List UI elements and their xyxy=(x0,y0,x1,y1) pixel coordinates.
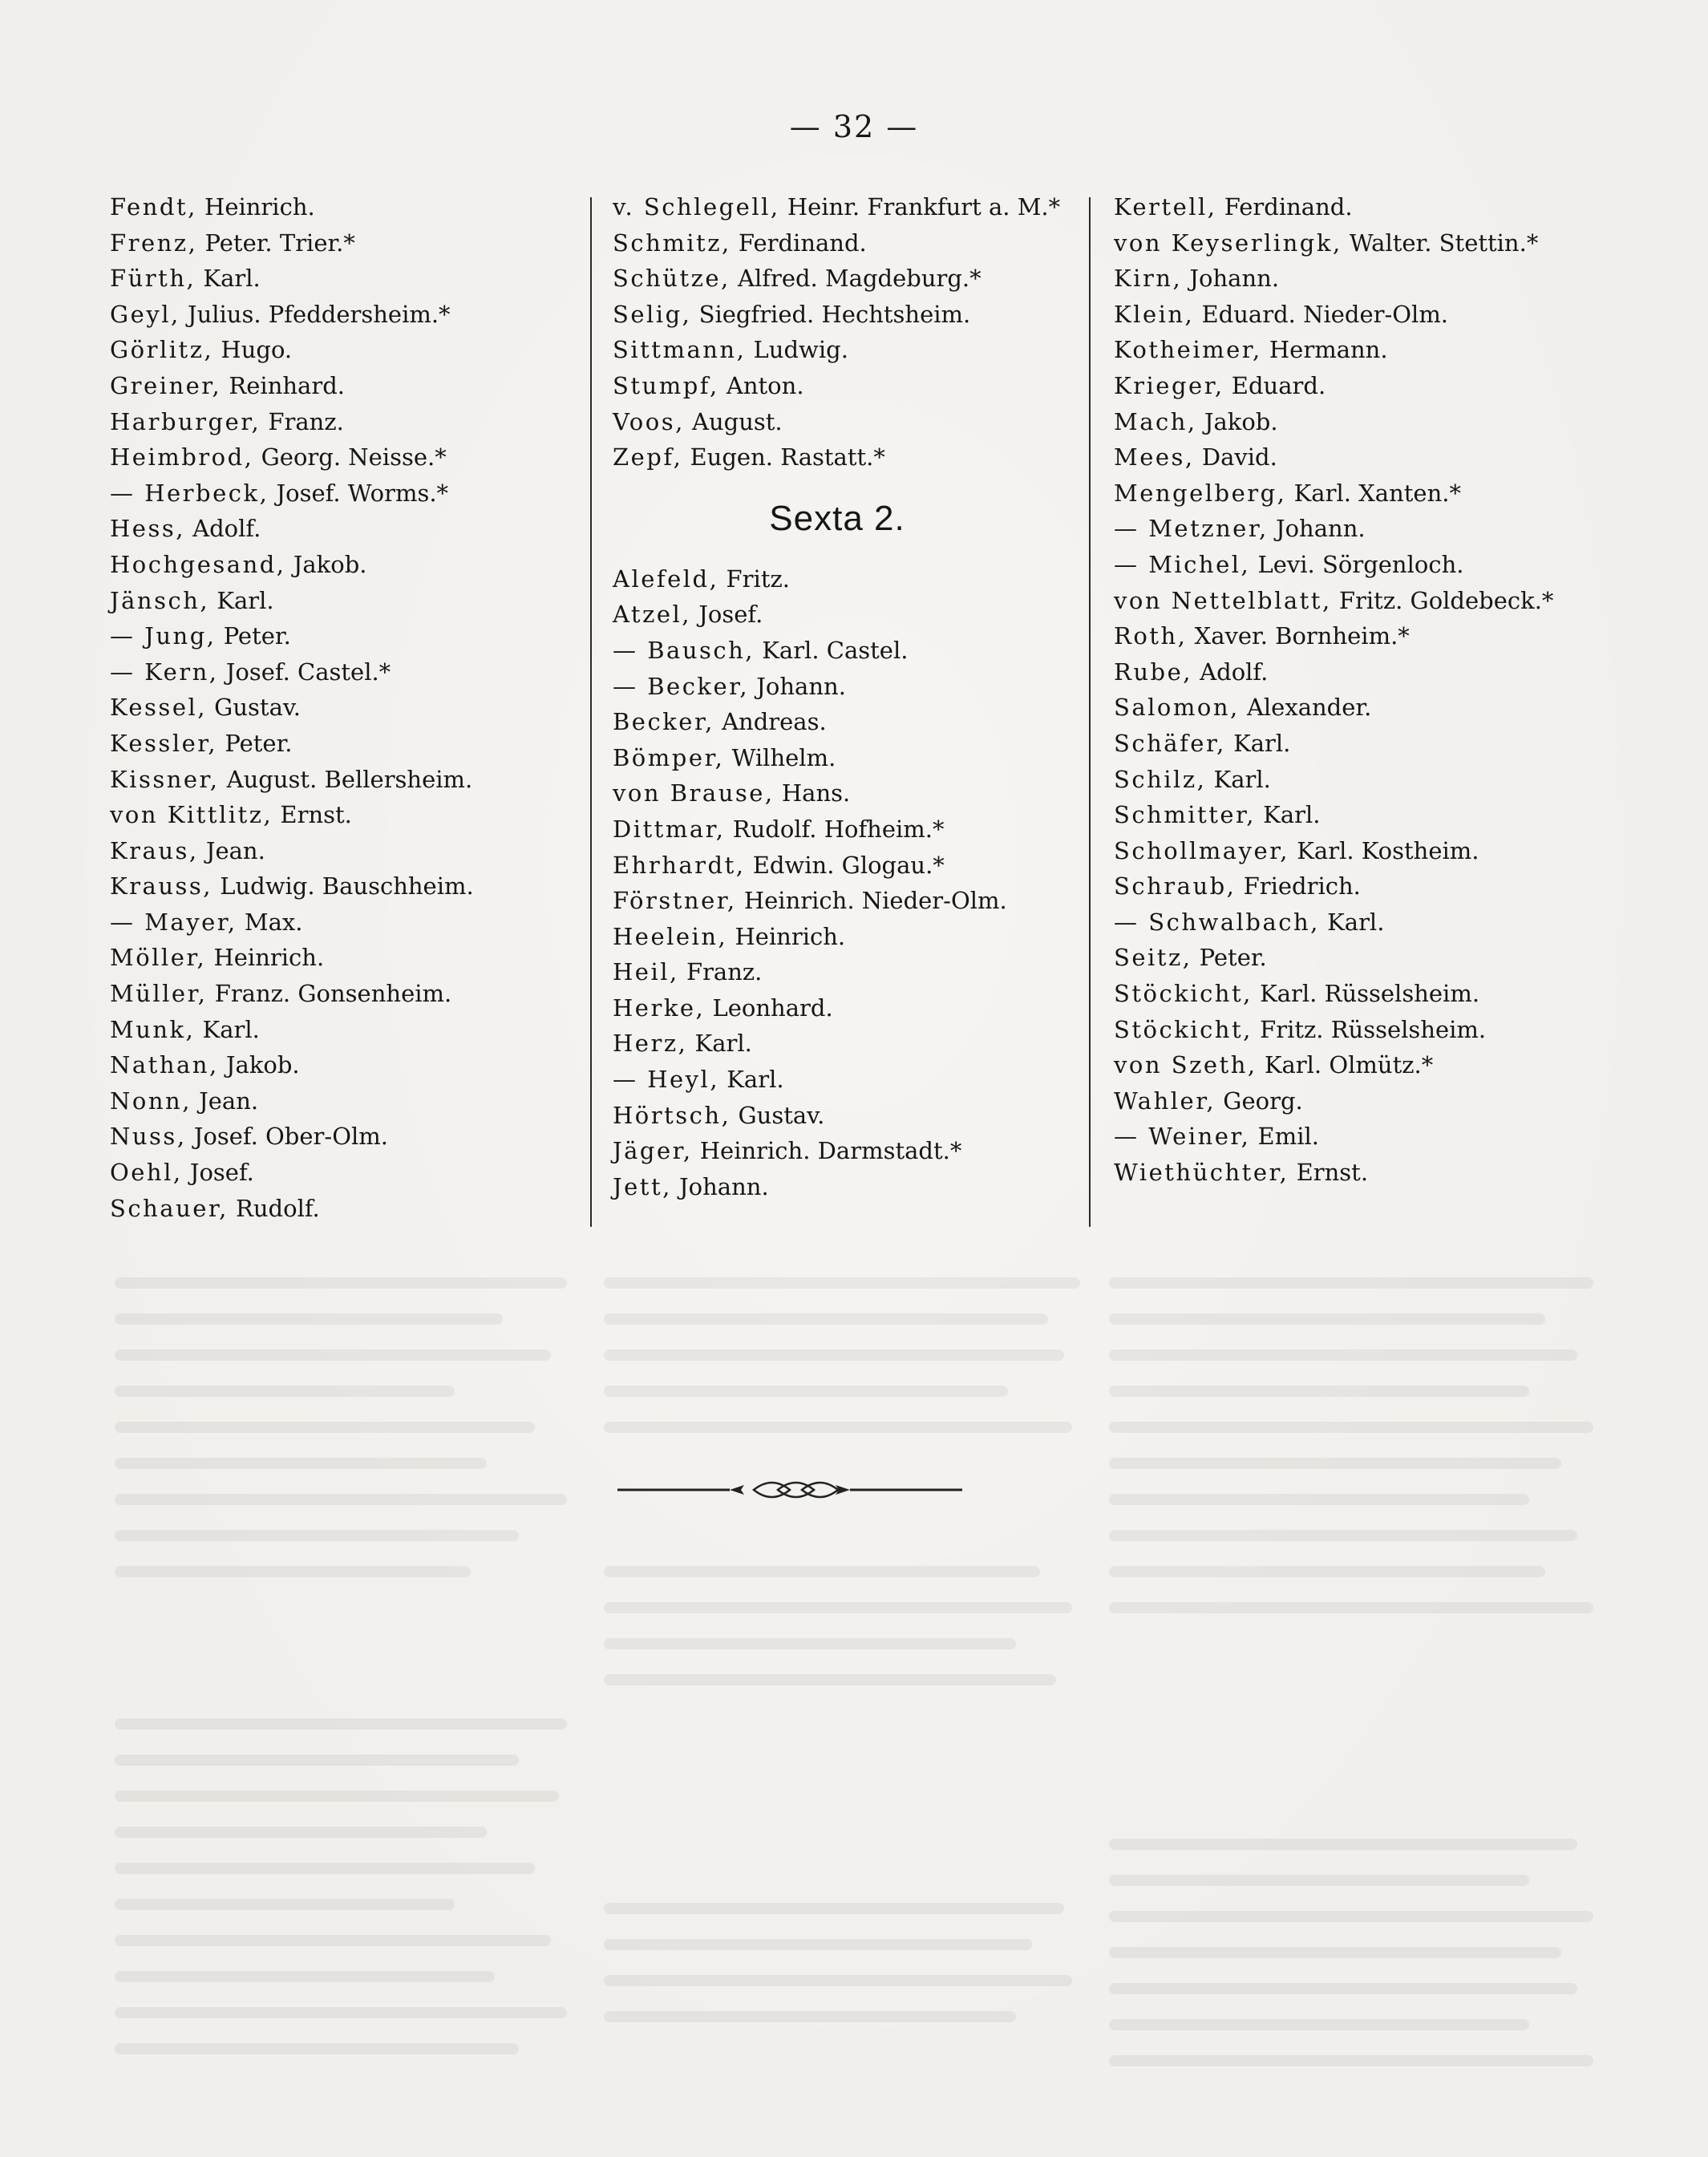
list-item xyxy=(110,904,583,941)
given-name-and-place: Ernst. xyxy=(273,801,352,829)
list-item xyxy=(613,261,1094,297)
surname: Salomon, xyxy=(1114,694,1240,722)
list-item xyxy=(613,404,1094,440)
given-name-and-place: Jakob. xyxy=(1196,407,1278,435)
given-name-and-place: Anton. xyxy=(718,371,804,399)
list-item xyxy=(613,1062,1094,1098)
surname: Hochgesand, xyxy=(110,550,286,578)
list-item xyxy=(613,811,1094,848)
surname: Kissner, xyxy=(110,765,220,793)
surname: Harburger, xyxy=(110,407,261,435)
given-name-and-place: Karl. Olmütz.* xyxy=(1257,1051,1434,1079)
surname: Dittmar, xyxy=(613,815,726,843)
list-item xyxy=(1114,833,1627,869)
list-item xyxy=(110,690,583,726)
given-name-and-place: Heinr. Frankfurt a. M.* xyxy=(779,193,1061,221)
surname: Kirn, xyxy=(1114,265,1183,293)
given-name-and-place: Josef. Castel.* xyxy=(218,658,391,686)
surname: — Weiner, xyxy=(1114,1123,1251,1151)
given-name-and-place: Emil. xyxy=(1250,1123,1319,1151)
surname: Schmitz, xyxy=(613,229,731,257)
surname: Fendt, xyxy=(110,193,197,221)
surname: von Kittlitz, xyxy=(110,801,273,829)
given-name-and-place: Karl. Kostheim. xyxy=(1289,836,1479,864)
given-name-and-place: Julius. Pfeddersheim.* xyxy=(180,300,451,328)
given-name-and-place: Heinrich. Nieder-Olm. xyxy=(736,887,1007,915)
list-item xyxy=(1114,1119,1627,1155)
given-name-and-place: Hans. xyxy=(774,779,851,807)
surname: — Michel, xyxy=(1114,550,1251,578)
list-item xyxy=(110,618,583,654)
surname: Hess, xyxy=(110,515,185,543)
list-item xyxy=(1114,547,1627,583)
given-name-and-place: Friedrich. xyxy=(1236,872,1361,900)
list-item xyxy=(1114,1047,1627,1083)
given-name-and-place: Karl. xyxy=(1206,765,1271,793)
given-name-and-place: Franz. xyxy=(678,958,763,986)
given-name-and-place: Ludwig. xyxy=(746,336,848,364)
list-item xyxy=(110,797,583,833)
surname: — Herbeck, xyxy=(110,479,269,507)
surname: Frenz, xyxy=(110,229,198,257)
surname: Oehl, xyxy=(110,1159,183,1187)
list-item xyxy=(613,368,1094,404)
given-name-and-place: Georg. xyxy=(1216,1087,1303,1115)
given-name-and-place: Leonhard. xyxy=(705,994,833,1022)
column-3-names xyxy=(1114,189,1627,1191)
surname: Herke, xyxy=(613,994,706,1022)
surname: Atzel, xyxy=(613,601,692,629)
list-item xyxy=(110,297,583,333)
list-item xyxy=(1114,976,1627,1012)
list-item xyxy=(1114,1012,1627,1048)
list-item xyxy=(1114,1083,1627,1119)
list-item xyxy=(1114,904,1627,941)
surname: Greiner, xyxy=(110,371,222,399)
list-item xyxy=(613,848,1094,884)
given-name-and-place: Peter. xyxy=(1192,944,1267,972)
surname: Wahler, xyxy=(1114,1087,1216,1115)
surname: Heil, xyxy=(613,958,679,986)
surname: von Nettelblatt, xyxy=(1114,586,1332,614)
surname: Möller, xyxy=(110,944,207,972)
surname: Mees, xyxy=(1114,443,1195,471)
surname: Schütze, xyxy=(613,265,731,293)
given-name-and-place: Karl. Castel. xyxy=(755,636,909,664)
list-item xyxy=(110,225,583,261)
given-name-and-place: Heinrich. Darmstadt.* xyxy=(692,1137,962,1165)
list-item xyxy=(1114,868,1627,904)
surname: Munk, xyxy=(110,1015,196,1043)
given-name-and-place: Franz. xyxy=(261,407,344,435)
list-item xyxy=(1114,1155,1627,1191)
list-item xyxy=(1114,368,1627,404)
surname: — Mayer, xyxy=(110,908,237,936)
list-item xyxy=(613,704,1094,740)
surname: Stöckicht, xyxy=(1114,980,1253,1008)
given-name-and-place: Rudolf. xyxy=(228,1194,320,1222)
list-item xyxy=(1114,439,1627,476)
surname: Sittmann, xyxy=(613,336,747,364)
page-number: — 32 — xyxy=(789,109,919,144)
list-item xyxy=(110,868,583,904)
given-name-and-place: Siegfried. Hechtsheim. xyxy=(691,300,971,328)
given-name-and-place: Karl. xyxy=(209,586,274,614)
list-item xyxy=(1114,511,1627,547)
given-name-and-place: Karl. xyxy=(1225,729,1291,757)
surname: — Schwalbach, xyxy=(1114,908,1320,936)
given-name-and-place: Ludwig. Bauschheim. xyxy=(212,872,474,900)
surname: Heelein, xyxy=(613,922,728,950)
given-name-and-place: Josef. Worms.* xyxy=(269,479,449,507)
surname: Jänsch, xyxy=(110,586,210,614)
given-name-and-place: Eduard. xyxy=(1224,371,1326,399)
surname: Schilz, xyxy=(1114,765,1207,793)
surname: Schmitter, xyxy=(1114,801,1256,829)
list-item xyxy=(613,954,1094,990)
surname: Jett, xyxy=(613,1172,672,1200)
surname: Kessler, xyxy=(110,729,218,757)
given-name-and-place: Gustav. xyxy=(731,1101,825,1129)
given-name-and-place: Karl. xyxy=(1255,801,1321,829)
surname: Seitz, xyxy=(1114,944,1192,972)
list-item xyxy=(613,439,1094,476)
list-item xyxy=(1114,225,1627,261)
surname: Kessel, xyxy=(110,694,207,722)
list-item xyxy=(1114,618,1627,654)
given-name-and-place: Fritz. Goldebeck.* xyxy=(1331,586,1554,614)
surname: Schäfer, xyxy=(1114,729,1226,757)
list-item xyxy=(1114,797,1627,833)
given-name-and-place: Johann. xyxy=(1182,265,1280,293)
given-name-and-place: Jean. xyxy=(198,836,265,864)
given-name-and-place: Johann. xyxy=(671,1172,769,1200)
surname: Ehrhardt, xyxy=(613,851,746,879)
given-name-and-place: Ferdinand. xyxy=(731,229,867,257)
surname: — Jung, xyxy=(110,622,217,650)
list-item xyxy=(1114,583,1627,619)
surname: Mengelberg, xyxy=(1114,479,1287,507)
list-item xyxy=(110,511,583,547)
surname: Fürth, xyxy=(110,265,196,293)
given-name-and-place: Reinhard. xyxy=(221,371,345,399)
surname: Roth, xyxy=(1114,622,1188,650)
list-item xyxy=(613,225,1094,261)
surname: Kraus, xyxy=(110,836,199,864)
surname: Müller, xyxy=(110,980,208,1008)
given-name-and-place: Fritz. Rüsselsheim. xyxy=(1252,1015,1487,1043)
given-name-and-place: Andreas. xyxy=(714,708,827,736)
surname: Zepf, xyxy=(613,443,683,471)
list-item xyxy=(110,439,583,476)
given-name-and-place: Karl. xyxy=(687,1030,752,1058)
list-item xyxy=(613,883,1094,919)
surname: — Kern, xyxy=(110,658,219,686)
list-item xyxy=(110,583,583,619)
list-item xyxy=(613,297,1094,333)
given-name-and-place: Gustav. xyxy=(206,694,302,722)
given-name-and-place: Alexander. xyxy=(1239,694,1372,722)
given-name-and-place: Karl. xyxy=(719,1066,784,1094)
given-name-and-place: Adolf. xyxy=(1192,658,1269,686)
list-item xyxy=(1114,726,1627,762)
given-name-and-place: Jean. xyxy=(191,1087,259,1115)
surname: Wiethüchter, xyxy=(1114,1159,1289,1187)
given-name-and-place: Heinrich. xyxy=(206,944,325,972)
list-item xyxy=(110,940,583,976)
given-name-and-place: Josef. xyxy=(691,601,763,629)
given-name-and-place: Wilhelm. xyxy=(724,743,836,771)
surname: Rube, xyxy=(1114,658,1192,686)
given-name-and-place: Johann. xyxy=(1268,515,1366,543)
given-name-and-place: Walter. Stettin.* xyxy=(1342,229,1539,257)
surname: Kertell, xyxy=(1114,193,1217,221)
list-item xyxy=(613,561,1094,597)
surname: — Becker, xyxy=(613,672,750,700)
list-item xyxy=(1114,404,1627,440)
list-item xyxy=(110,368,583,404)
list-item xyxy=(110,476,583,512)
surname: Schollmayer, xyxy=(1114,836,1290,864)
given-name-and-place: Rudolf. Hofheim.* xyxy=(725,815,945,843)
column-divider-left xyxy=(590,197,592,1227)
list-item xyxy=(110,1155,583,1191)
surname: Förstner, xyxy=(613,887,737,915)
list-item xyxy=(110,1012,583,1048)
given-name-and-place: Franz. Gonsenheim. xyxy=(207,980,452,1008)
list-item xyxy=(613,1098,1094,1134)
list-item xyxy=(110,1083,583,1119)
list-item xyxy=(613,990,1094,1026)
given-name-and-place: Georg. Neisse.* xyxy=(253,443,447,471)
surname: Schraub, xyxy=(1114,872,1236,900)
list-item xyxy=(1114,297,1627,333)
list-item xyxy=(110,261,583,297)
surname: Mach, xyxy=(1114,407,1197,435)
surname: Selig, xyxy=(613,300,692,328)
given-name-and-place: Peter. xyxy=(216,622,291,650)
section-heading-sexta-2: Sexta 2. xyxy=(769,498,905,538)
given-name-and-place: August. xyxy=(684,407,783,435)
list-item xyxy=(613,1169,1094,1205)
surname: von Brause, xyxy=(613,779,775,807)
given-name-and-place: Ferdinand. xyxy=(1216,193,1353,221)
given-name-and-place: Eduard. Nieder-Olm. xyxy=(1194,300,1449,328)
surname: Nonn, xyxy=(110,1087,192,1115)
list-item xyxy=(613,919,1094,955)
surname: Klein, xyxy=(1114,300,1195,328)
list-item xyxy=(1114,654,1627,690)
list-item xyxy=(110,189,583,225)
list-item xyxy=(110,976,583,1012)
surname: Stöckicht, xyxy=(1114,1015,1253,1043)
list-item xyxy=(613,1026,1094,1062)
surname: von Keyserlingk, xyxy=(1114,229,1342,257)
given-name-and-place: Heinrich. xyxy=(727,922,846,950)
list-item xyxy=(613,740,1094,776)
list-item xyxy=(110,332,583,368)
given-name-and-place: Fritz. xyxy=(718,565,790,593)
list-item xyxy=(1114,476,1627,512)
surname: Herz, xyxy=(613,1030,688,1058)
surname: v. Schlegell, xyxy=(613,193,780,221)
surname: Heimbrod, xyxy=(110,443,254,471)
given-name-and-place: Josef. xyxy=(182,1159,254,1187)
list-item xyxy=(1114,762,1627,798)
list-item xyxy=(110,1191,583,1227)
surname: Görlitz, xyxy=(110,336,214,364)
surname: Voos, xyxy=(613,407,685,435)
column-2-continued-list xyxy=(613,189,1094,476)
list-item xyxy=(613,633,1094,669)
surname: — Bausch, xyxy=(613,636,755,664)
given-name-and-place: Karl. Xanten.* xyxy=(1286,479,1461,507)
list-item xyxy=(1114,332,1627,368)
sexta-2-list xyxy=(613,561,1094,1205)
given-name-and-place: Ernst. xyxy=(1289,1159,1369,1187)
given-name-and-place: Max. xyxy=(237,908,303,936)
given-name-and-place: David. xyxy=(1194,443,1277,471)
surname: Geyl, xyxy=(110,300,180,328)
surname: Hörtsch, xyxy=(613,1101,731,1129)
given-name-and-place: Karl. Rüsselsheim. xyxy=(1252,980,1480,1008)
given-name-and-place: Hermann. xyxy=(1261,336,1388,364)
given-name-and-place: Karl. xyxy=(195,1015,260,1043)
list-item xyxy=(110,1119,583,1155)
list-item xyxy=(110,833,583,869)
given-name-and-place: Hugo. xyxy=(213,336,293,364)
given-name-and-place: Karl. xyxy=(196,265,261,293)
given-name-and-place: Peter. Trier.* xyxy=(197,229,355,257)
given-name-and-place: Heinrich. xyxy=(196,193,315,221)
surname: von Szeth, xyxy=(1114,1051,1257,1079)
surname: — Heyl, xyxy=(613,1066,720,1094)
ornament-divider xyxy=(617,1474,962,1506)
list-item xyxy=(1114,261,1627,297)
list-item xyxy=(110,654,583,690)
given-name-and-place: August. Bellersheim. xyxy=(219,765,473,793)
list-item xyxy=(1114,690,1627,726)
list-item xyxy=(613,189,1094,225)
surname: Schauer, xyxy=(110,1194,229,1222)
surname: Nathan, xyxy=(110,1051,219,1079)
surname: Jäger, xyxy=(613,1137,693,1165)
list-item xyxy=(1114,189,1627,225)
given-name-and-place: Adolf. xyxy=(184,515,261,543)
surname: Kotheimer, xyxy=(1114,336,1262,364)
list-item xyxy=(1114,940,1627,976)
surname: Stumpf, xyxy=(613,371,719,399)
list-item xyxy=(613,597,1094,633)
list-item xyxy=(110,547,583,583)
surname: Bömper, xyxy=(613,743,725,771)
surname: Becker, xyxy=(613,708,714,736)
surname: Krauss, xyxy=(110,872,212,900)
surname: Krieger, xyxy=(1114,371,1224,399)
given-name-and-place: Johann. xyxy=(749,672,846,700)
given-name-and-place: Jakob. xyxy=(285,550,367,578)
list-item xyxy=(110,404,583,440)
list-item xyxy=(110,1047,583,1083)
given-name-and-place: Peter. xyxy=(217,729,293,757)
given-name-and-place: Josef. Ober-Olm. xyxy=(186,1123,388,1151)
given-name-and-place: Jakob. xyxy=(218,1051,300,1079)
given-name-and-place: Xaver. Bornheim.* xyxy=(1187,622,1410,650)
surname: Alefeld, xyxy=(613,565,719,593)
given-name-and-place: Edwin. Glogau.* xyxy=(745,851,945,879)
column-1-names xyxy=(110,189,583,1226)
list-item xyxy=(110,726,583,762)
given-name-and-place: Levi. Sörgenloch. xyxy=(1250,550,1464,578)
list-item xyxy=(613,1133,1094,1169)
given-name-and-place: Karl. xyxy=(1319,908,1385,936)
given-name-and-place: Eugen. Rastatt.* xyxy=(682,443,885,471)
list-item xyxy=(613,669,1094,705)
list-item xyxy=(613,775,1094,811)
surname: — Metzner, xyxy=(1114,515,1269,543)
list-item xyxy=(613,332,1094,368)
list-item xyxy=(110,762,583,798)
surname: Nuss, xyxy=(110,1123,187,1151)
given-name-and-place: Alfred. Magdeburg.* xyxy=(730,265,981,293)
column-2-names xyxy=(613,189,1094,1204)
